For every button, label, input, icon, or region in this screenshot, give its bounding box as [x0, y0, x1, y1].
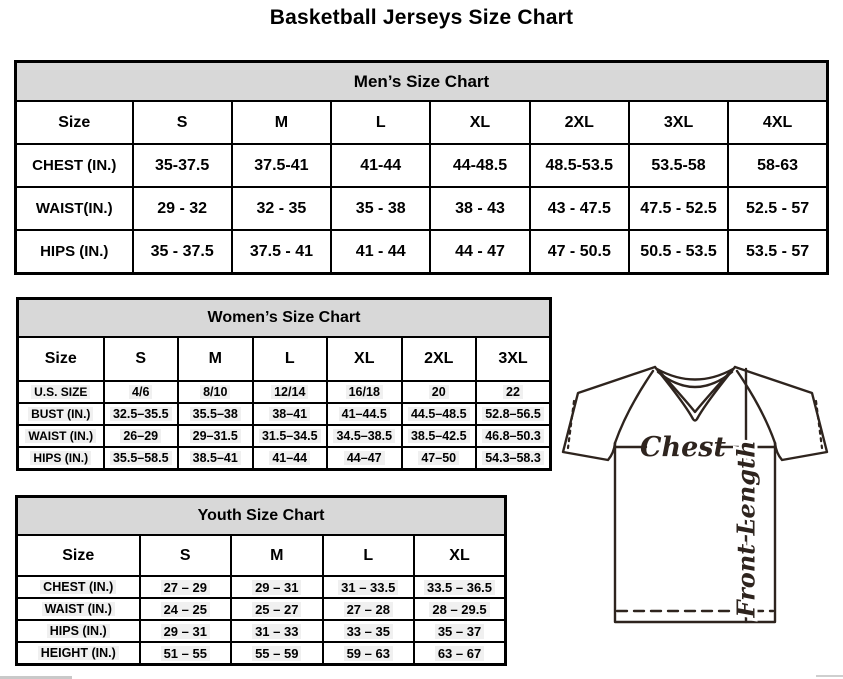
stray-line-right: [816, 675, 843, 677]
size-value: 4/6: [104, 381, 179, 403]
size-value: 54.3–58.3: [476, 447, 551, 470]
size-col-s: S: [133, 101, 232, 144]
row-label: WAIST (IN.): [18, 425, 104, 447]
row-label: BUST (IN.): [18, 403, 104, 425]
size-value: 44–47: [327, 447, 402, 470]
table-row: [16, 187, 828, 230]
youth-table: [15, 495, 507, 666]
mens-size-chart: [14, 60, 829, 275]
size-value: 33.5 – 36.5: [414, 576, 506, 598]
size-col-s: S: [104, 337, 179, 381]
size-value: 29 - 32: [133, 187, 232, 230]
size-value: 31 – 33: [231, 620, 323, 642]
size-value: 44.5–48.5: [402, 403, 477, 425]
size-value: 46.8–50.3: [476, 425, 551, 447]
row-label: HIPS (IN.): [16, 230, 133, 274]
page-title: Basketball Jerseys Size Chart: [269, 6, 574, 29]
size-value: 37.5-41: [232, 144, 331, 187]
size-value: 44 - 47: [430, 230, 529, 274]
table-row: [18, 425, 551, 447]
jersey-right-seam: [737, 371, 775, 443]
size-value: 38–41: [253, 403, 328, 425]
table-row: [18, 381, 551, 403]
size-value: 28 – 29.5: [414, 598, 506, 620]
table-row: [18, 447, 551, 470]
row-label: CHEST (IN.): [17, 576, 140, 598]
size-col-3xl: 3XL: [629, 101, 728, 144]
size-value: 35 - 37.5: [133, 230, 232, 274]
size-value: 31.5–34.5: [253, 425, 328, 447]
size-value: 33 – 35: [323, 620, 415, 642]
size-value: 41 - 44: [331, 230, 430, 274]
size-value: 26–29: [104, 425, 179, 447]
size-value: 32 - 35: [232, 187, 331, 230]
table-row: [17, 598, 506, 620]
row-label: CHEST (IN.): [16, 144, 133, 187]
size-value: 47.5 - 52.5: [629, 187, 728, 230]
size-value: 52.5 - 57: [728, 187, 827, 230]
size-value: 53.5 - 57: [728, 230, 827, 274]
size-value: 35 – 37: [414, 620, 506, 642]
size-value: 38 - 43: [430, 187, 529, 230]
size-value: 35.5–58.5: [104, 447, 179, 470]
womens-table: [16, 297, 552, 471]
size-value: 47 - 50.5: [530, 230, 629, 274]
row-label: HIPS (IN.): [17, 620, 140, 642]
size-value: 58-63: [728, 144, 827, 187]
size-value: 48.5-53.5: [530, 144, 629, 187]
size-col-xl: XL: [327, 337, 402, 381]
size-value: 55 – 59: [231, 642, 323, 665]
table-row: [17, 576, 506, 598]
size-col-l: L: [253, 337, 328, 381]
size-value: 47–50: [402, 447, 477, 470]
size-value: 38.5–42.5: [402, 425, 477, 447]
size-col-s: S: [140, 535, 232, 576]
size-col-l: L: [331, 101, 430, 144]
size-col-m: M: [178, 337, 253, 381]
chest-label: Chest: [640, 432, 726, 463]
mens-table: [14, 60, 829, 275]
size-row-label: Size: [18, 337, 104, 381]
row-label: WAIST(IN.): [16, 187, 133, 230]
size-value: 44-48.5: [430, 144, 529, 187]
size-value: 27 – 28: [323, 598, 415, 620]
size-value: 24 – 25: [140, 598, 232, 620]
womens-size-chart: [16, 297, 552, 471]
size-value: 8/10: [178, 381, 253, 403]
size-value: 16/18: [327, 381, 402, 403]
jersey-diagram: [558, 357, 841, 629]
table-row: [17, 620, 506, 642]
size-value: 50.5 - 53.5: [629, 230, 728, 274]
table-row: [17, 642, 506, 665]
womens-chart-header: Women’s Size Chart: [18, 299, 551, 338]
size-value: 31 – 33.5: [323, 576, 415, 598]
row-label: HEIGHT (IN.): [17, 642, 140, 665]
front-length-label: Front Length: [731, 440, 761, 618]
table-row: [16, 230, 828, 274]
size-value: 63 – 67: [414, 642, 506, 665]
size-value: 41–44.5: [327, 403, 402, 425]
size-col-3xl: 3XL: [476, 337, 551, 381]
size-value: 38.5–41: [178, 447, 253, 470]
size-value: 37.5 - 41: [232, 230, 331, 274]
size-col-xl: XL: [430, 101, 529, 144]
size-value: 27 – 29: [140, 576, 232, 598]
size-col-l: L: [323, 535, 415, 576]
size-value: 43 - 47.5: [530, 187, 629, 230]
womens-size-header-row: [18, 337, 551, 381]
size-col-m: M: [231, 535, 323, 576]
size-value: 53.5-58: [629, 144, 728, 187]
size-col-4xl: 4XL: [728, 101, 827, 144]
size-value: 22: [476, 381, 551, 403]
table-row: [16, 144, 828, 187]
youth-size-header-row: [17, 535, 506, 576]
mens-chart-header: Men’s Size Chart: [16, 62, 828, 102]
size-col-m: M: [232, 101, 331, 144]
size-col-2xl: 2XL: [402, 337, 477, 381]
size-row-label: Size: [17, 535, 140, 576]
jersey-illustration-svg: [558, 357, 841, 629]
row-label: HIPS (IN.): [18, 447, 104, 470]
size-value: 59 – 63: [323, 642, 415, 665]
size-col-2xl: 2XL: [530, 101, 629, 144]
size-value: 51 – 55: [140, 642, 232, 665]
size-value: 41–44: [253, 447, 328, 470]
size-value: 12/14: [253, 381, 328, 403]
youth-chart-header: Youth Size Chart: [17, 497, 506, 536]
size-value: 41-44: [331, 144, 430, 187]
size-value: 32.5–35.5: [104, 403, 179, 425]
size-value: 20: [402, 381, 477, 403]
size-value: 35 - 38: [331, 187, 430, 230]
row-label: U.S. SIZE: [18, 381, 104, 403]
size-value: 34.5–38.5: [327, 425, 402, 447]
youth-size-chart: [15, 495, 507, 666]
size-value: 25 – 27: [231, 598, 323, 620]
size-col-xl: XL: [414, 535, 506, 576]
mens-size-header-row: [16, 101, 828, 144]
size-value: 52.8–56.5: [476, 403, 551, 425]
size-value: 35.5–38: [178, 403, 253, 425]
size-value: 35-37.5: [133, 144, 232, 187]
size-value: 29–31.5: [178, 425, 253, 447]
size-value: 29 – 31: [231, 576, 323, 598]
size-value: 29 – 31: [140, 620, 232, 642]
row-label: WAIST (IN.): [17, 598, 140, 620]
table-row: [18, 403, 551, 425]
size-row-label: Size: [16, 101, 133, 144]
